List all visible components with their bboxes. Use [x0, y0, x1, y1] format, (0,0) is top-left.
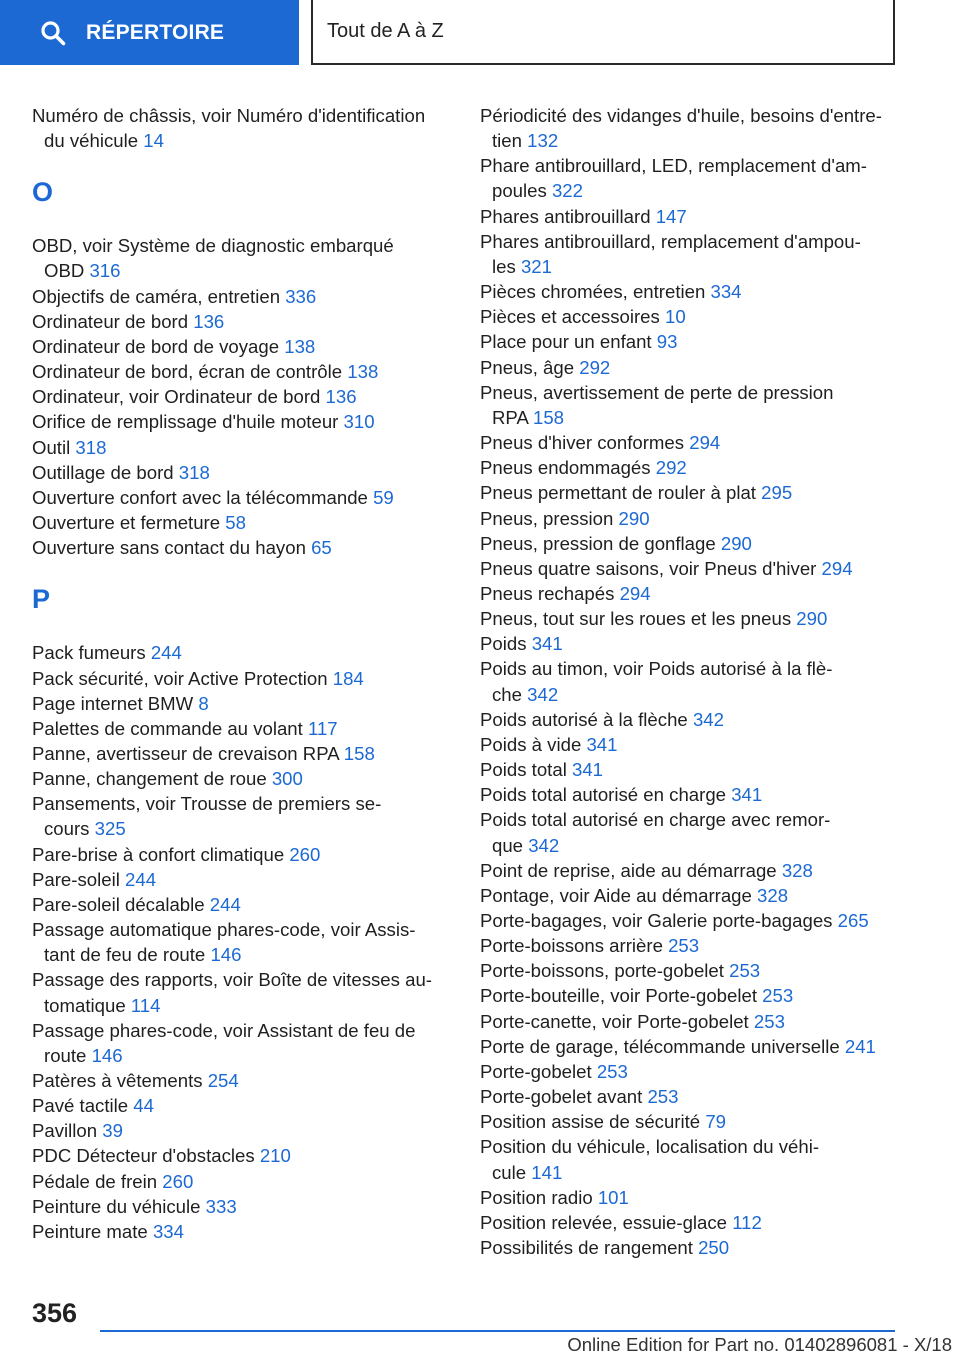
index-entry — [480, 279, 910, 304]
page-link[interactable]: 318 — [178, 461, 210, 483]
entry-text: Pare-brise à confort climatique — [32, 843, 285, 865]
a-to-z-tab[interactable] — [311, 0, 895, 65]
section-letter: P — [32, 584, 51, 615]
index-entry — [32, 359, 452, 384]
page-link[interactable]: 158 — [533, 406, 565, 428]
entry-text: Pneus, tout sur les roues et les pneus — [480, 608, 792, 630]
page-link[interactable]: 328 — [781, 859, 813, 881]
entry-text: du véhicule — [44, 130, 139, 152]
page-link[interactable]: 290 — [618, 507, 650, 529]
entry-text: Ordinateur de bord — [32, 310, 189, 332]
entry-text: Position relevée, essuie-glace — [480, 1211, 728, 1233]
entry-text: Porte-bagages, voir Galerie porte-bagages — [480, 910, 833, 931]
index-entry — [480, 1084, 910, 1109]
entry-text: Ordinateur de bord, écran de contrôle — [32, 361, 343, 383]
entry-text: Orifice de remplissage d'huile moteur — [32, 411, 339, 433]
index-entry — [480, 229, 910, 279]
entry-text: Outil — [32, 436, 71, 458]
page-link[interactable]: 336 — [285, 285, 317, 307]
page-link[interactable]: 158 — [343, 742, 375, 764]
entry-text: Pack fumeurs — [32, 642, 146, 664]
entry-text: poules — [492, 180, 547, 202]
page-link[interactable]: 136 — [193, 310, 225, 332]
index-entry — [480, 807, 910, 857]
page-link[interactable]: 292 — [655, 457, 687, 479]
entry-text: Pare-soleil décalable — [32, 893, 205, 915]
entry-text: Peinture du véhicule — [32, 1195, 201, 1217]
index-entry — [480, 103, 910, 153]
entry-text: Ouverture confort avec la télécommande — [32, 486, 368, 508]
index-entry — [32, 485, 452, 510]
index-entry — [32, 309, 452, 334]
entry-text: Pontage, voir Aide au démarrage — [480, 884, 752, 906]
entry-text: OBD — [44, 260, 85, 282]
index-entry — [32, 510, 452, 535]
entry-text: PDC Détecteur d'obstacles — [32, 1145, 255, 1167]
page-link[interactable]: 244 — [150, 642, 182, 664]
index-entry — [480, 757, 910, 782]
entry-text: Pièces et accessoires — [480, 306, 660, 328]
entry-text: Place pour un enfant — [480, 331, 652, 353]
index-entry — [32, 967, 452, 1017]
index-entry — [480, 531, 910, 556]
index-entry — [480, 707, 910, 732]
entry-text: Ordinateur de bord de voyage — [32, 335, 280, 357]
index-entry — [32, 842, 452, 867]
page-link[interactable]: 341 — [731, 784, 763, 806]
index-entry — [480, 1210, 910, 1235]
footer-divider — [100, 1330, 895, 1332]
page-link[interactable]: 112 — [732, 1211, 762, 1233]
page-link[interactable]: 295 — [761, 482, 793, 504]
directory-tab[interactable] — [0, 0, 299, 65]
index-column-right — [480, 103, 910, 1260]
index-entry — [32, 1219, 452, 1244]
entry-text: Ordinateur, voir Ordinateur de bord — [32, 386, 321, 408]
entry-text: Pack sécurité, voir Active Protection — [32, 667, 328, 689]
index-entry — [32, 1194, 452, 1219]
page-link[interactable]: 341 — [572, 759, 604, 781]
entry-text: Palettes de commande au volant — [32, 717, 303, 739]
page-link[interactable]: 44 — [133, 1095, 154, 1117]
index-entry — [480, 581, 910, 606]
entry-text: Patères à vêtements — [32, 1070, 203, 1091]
edition-text: Online Edition for Part no. 01402896081 - X/18 — [567, 1334, 952, 1355]
entry-text: cule — [492, 1161, 527, 1183]
index-entry — [480, 908, 910, 933]
entry-text: Pneus endommagés — [480, 457, 651, 479]
index-entry — [32, 535, 452, 560]
index-entry — [480, 631, 910, 656]
index-entry — [480, 1235, 910, 1260]
entry-text: Pneus, pression de gonflage — [480, 532, 716, 554]
page-link[interactable]: 322 — [551, 180, 583, 202]
entry-text: Poids au timon, voir Poids autorisé à la flè- — [480, 658, 833, 680]
page-number: 356 — [32, 1298, 78, 1328]
page-link[interactable]: 342 — [692, 708, 724, 730]
entry-text: OBD, voir Système de diagnostic embarqué — [32, 235, 394, 257]
index-entry — [480, 1109, 910, 1134]
page-link[interactable]: 321 — [520, 255, 552, 277]
entry-text: Pneus, âge — [480, 356, 575, 378]
index-entry — [32, 867, 452, 892]
page-link[interactable]: 101 — [597, 1186, 629, 1208]
entry-text: Position radio — [480, 1186, 593, 1208]
entry-text: Position assise de sécurité — [480, 1111, 701, 1133]
page-link[interactable]: 265 — [837, 910, 869, 931]
entry-text: Panne, changement de roue — [32, 768, 267, 790]
page-link[interactable]: 244 — [125, 868, 157, 890]
index-entry — [480, 656, 910, 706]
entry-text: Poids total — [480, 759, 567, 781]
index-entry — [32, 460, 452, 485]
index-entry — [480, 355, 910, 380]
index-entry — [480, 883, 910, 908]
page-link[interactable]: 146 — [91, 1044, 123, 1066]
page-link[interactable]: 138 — [347, 361, 379, 383]
entry-text: tien — [492, 130, 522, 152]
index-entry — [32, 892, 452, 917]
index-entry — [32, 1093, 452, 1118]
page-link[interactable]: 290 — [720, 532, 752, 554]
index-entry — [32, 233, 452, 283]
entry-text: Pièces chromées, entretien — [480, 281, 706, 303]
index-entry — [32, 640, 452, 665]
entry-text: Ouverture sans contact du hayon — [32, 537, 306, 559]
page-link[interactable]: 147 — [655, 205, 687, 227]
entry-text: Poids total autorisé en charge — [480, 784, 727, 806]
index-entry — [480, 1185, 910, 1210]
index-entry — [32, 691, 452, 716]
page-link[interactable]: 310 — [343, 411, 375, 433]
page-link[interactable]: 184 — [332, 667, 364, 689]
index-entry — [480, 1009, 910, 1034]
index-entry — [32, 103, 452, 153]
index-entry — [480, 455, 910, 480]
index-entry — [480, 606, 910, 631]
index-entry — [32, 384, 452, 409]
entry-text: Pansements, voir Trousse de premiers se- — [32, 793, 382, 815]
entry-text: Passage phares-code, voir Assistant de feu de — [32, 1019, 416, 1041]
entry-text: Porte-boissons, porte-gobelet — [480, 960, 724, 982]
page-link[interactable]: 341 — [586, 733, 618, 755]
page-link[interactable]: 254 — [207, 1070, 239, 1091]
entry-text: cours — [44, 818, 90, 840]
entry-text: Objectifs de caméra, entretien — [32, 285, 281, 307]
entry-text: tomatique — [44, 994, 126, 1016]
entry-text: Pare-soleil — [32, 868, 120, 890]
page-link[interactable]: 253 — [729, 960, 761, 982]
index-entry — [480, 933, 910, 958]
entry-text: Pavillon — [32, 1120, 98, 1142]
entry-text: Peinture mate — [32, 1220, 148, 1242]
index-entry — [32, 1118, 452, 1143]
index-entry — [480, 380, 910, 430]
page-link[interactable]: 10 — [665, 306, 686, 328]
page-link[interactable]: 8 — [198, 692, 209, 714]
entry-text: Position du véhicule, localisation du véhi- — [480, 1136, 820, 1158]
page-link[interactable]: 58 — [225, 512, 246, 534]
index-entry — [480, 329, 910, 354]
page-link[interactable]: 300 — [271, 768, 303, 790]
entry-text: Point de reprise, aide au démarrage — [480, 859, 777, 881]
entry-text: Poids total autorisé en charge avec remor- — [480, 809, 831, 831]
index-entry — [32, 741, 452, 766]
a-to-z-tab-label: Tout de A à Z — [327, 20, 444, 42]
entry-text: che — [492, 683, 522, 705]
page-link[interactable]: 341 — [531, 633, 563, 655]
page-link[interactable]: 244 — [209, 893, 241, 915]
index-entry — [480, 480, 910, 505]
page-link[interactable]: 65 — [311, 537, 332, 559]
page-link[interactable]: 328 — [757, 884, 789, 906]
entry-text: Passage des rapports, voir Boîte de vitesses au- — [32, 969, 432, 991]
entry-text: Possibilités de rangement — [480, 1237, 693, 1259]
entry-text: Passage automatique phares-code, voir Assis- — [32, 919, 416, 941]
index-entry — [480, 958, 910, 983]
page-link[interactable]: 241 — [844, 1035, 876, 1057]
page-link[interactable]: 138 — [284, 335, 316, 357]
entry-text: Porte-bouteille, voir Porte-gobelet — [480, 985, 757, 1007]
index-entry — [480, 556, 910, 581]
page-link[interactable]: 342 — [528, 834, 560, 856]
page-link[interactable]: 146 — [210, 944, 242, 966]
page-link[interactable]: 132 — [527, 130, 559, 152]
entry-text: Panne, avertisseur de crevaison RPA — [32, 742, 339, 764]
page-link[interactable]: 290 — [796, 608, 828, 630]
index-entry — [32, 766, 452, 791]
entry-text: Porte-boissons arrière — [480, 935, 663, 957]
index-entry — [32, 1018, 452, 1068]
page-link[interactable]: 39 — [102, 1120, 123, 1142]
entry-text: Poids — [480, 633, 527, 655]
index-entry — [32, 1169, 452, 1194]
index-entry — [480, 153, 910, 203]
entry-text: Poids à vide — [480, 733, 582, 755]
page-link[interactable]: 292 — [579, 356, 611, 378]
page-link[interactable]: 294 — [689, 432, 721, 454]
page-link[interactable]: 250 — [698, 1237, 730, 1259]
page-link[interactable]: 93 — [656, 331, 678, 353]
page-link[interactable]: 294 — [619, 582, 651, 604]
entry-text: Pneus, avertissement de perte de pression — [480, 381, 834, 403]
page-link[interactable]: 318 — [75, 436, 107, 458]
index-entry — [32, 409, 452, 434]
entry-text: Ouverture et fermeture — [32, 512, 221, 534]
entry-text: Pneus quatre saisons, voir Pneus d'hiver — [480, 557, 817, 579]
page-link[interactable]: 260 — [162, 1170, 194, 1192]
entry-text: Numéro de châssis, voir Numéro d'identification — [32, 105, 426, 126]
entry-text: Pneus d'hiver conformes — [480, 432, 685, 454]
entry-text: tant de feu de route — [44, 944, 206, 966]
entry-text: Pédale de frein — [32, 1170, 158, 1192]
page-link[interactable]: 253 — [762, 985, 794, 1007]
page-link[interactable]: 79 — [705, 1111, 726, 1133]
page-link[interactable]: 253 — [596, 1060, 628, 1082]
entry-text: route — [44, 1044, 87, 1066]
section-letter: O — [32, 177, 54, 208]
index-entry — [32, 334, 452, 359]
index-entry — [32, 1068, 452, 1093]
page-link[interactable]: 59 — [373, 486, 394, 508]
page-link[interactable]: 342 — [527, 683, 559, 705]
index-entry — [32, 1143, 452, 1168]
entry-text: Pneus rechapés — [480, 582, 615, 604]
page-link[interactable]: 334 — [152, 1220, 184, 1242]
search-icon — [40, 20, 66, 46]
page-link[interactable]: 334 — [710, 281, 742, 303]
page-link[interactable]: 325 — [94, 818, 126, 840]
page-link[interactable]: 316 — [89, 260, 121, 282]
directory-tab-label: RÉPERTOIRE — [86, 20, 225, 44]
index-entry — [480, 732, 910, 757]
page-link[interactable]: 253 — [647, 1086, 679, 1108]
entry-text: Pavé tactile — [32, 1095, 129, 1117]
page-link[interactable]: 253 — [753, 1010, 785, 1032]
entry-text: Porte de garage, télécommande universelle — [480, 1035, 840, 1057]
entry-text: Périodicité des vidanges d'huile, besoins d'entre- — [480, 105, 882, 126]
entry-text: Phare antibrouillard, LED, remplacement d'am- — [480, 155, 867, 177]
page-link[interactable]: 136 — [325, 386, 357, 408]
page-link[interactable]: 260 — [289, 843, 321, 865]
index-entry — [480, 1059, 910, 1084]
entry-text: RPA — [492, 406, 528, 428]
index-entry — [32, 716, 452, 741]
page-link[interactable]: 294 — [821, 557, 853, 579]
entry-text: Pneus permettant de rouler à plat — [480, 482, 756, 504]
entry-text: Outillage de bord — [32, 461, 174, 483]
index-entry — [480, 1034, 910, 1059]
entry-text: Phares antibrouillard — [480, 205, 651, 227]
index-entry — [32, 917, 452, 967]
entry-text: que — [492, 834, 524, 856]
index-entry — [480, 430, 910, 455]
page-link[interactable]: 14 — [143, 130, 164, 152]
page-link[interactable]: 117 — [307, 717, 338, 739]
index-column-left — [32, 103, 452, 1244]
index-entry — [480, 304, 910, 329]
entry-text: les — [492, 255, 516, 277]
page-link[interactable]: 333 — [205, 1195, 237, 1217]
entry-text: Porte-gobelet avant — [480, 1086, 643, 1108]
index-entry — [480, 782, 910, 807]
page-link[interactable]: 253 — [668, 935, 700, 957]
entry-text: Porte-gobelet — [480, 1060, 592, 1082]
index-entry — [32, 284, 452, 309]
index-entry — [480, 506, 910, 531]
entry-text: Porte-canette, voir Porte-gobelet — [480, 1010, 749, 1032]
index-entry — [32, 435, 452, 460]
page-link[interactable]: 210 — [259, 1145, 291, 1167]
page-link[interactable]: 114 — [130, 994, 161, 1016]
entry-text: Phares antibrouillard, remplacement d'ampou- — [480, 230, 861, 252]
entry-text: Page internet BMW — [32, 692, 194, 714]
index-entry — [480, 204, 910, 229]
index-entry — [480, 983, 910, 1008]
index-entry — [480, 858, 910, 883]
page-link[interactable]: 141 — [531, 1161, 563, 1183]
index-entry — [32, 791, 452, 841]
index-entry — [480, 1134, 910, 1184]
entry-text: Poids autorisé à la flèche — [480, 708, 688, 730]
index-entry — [32, 666, 452, 691]
entry-text: Pneus, pression — [480, 507, 614, 529]
